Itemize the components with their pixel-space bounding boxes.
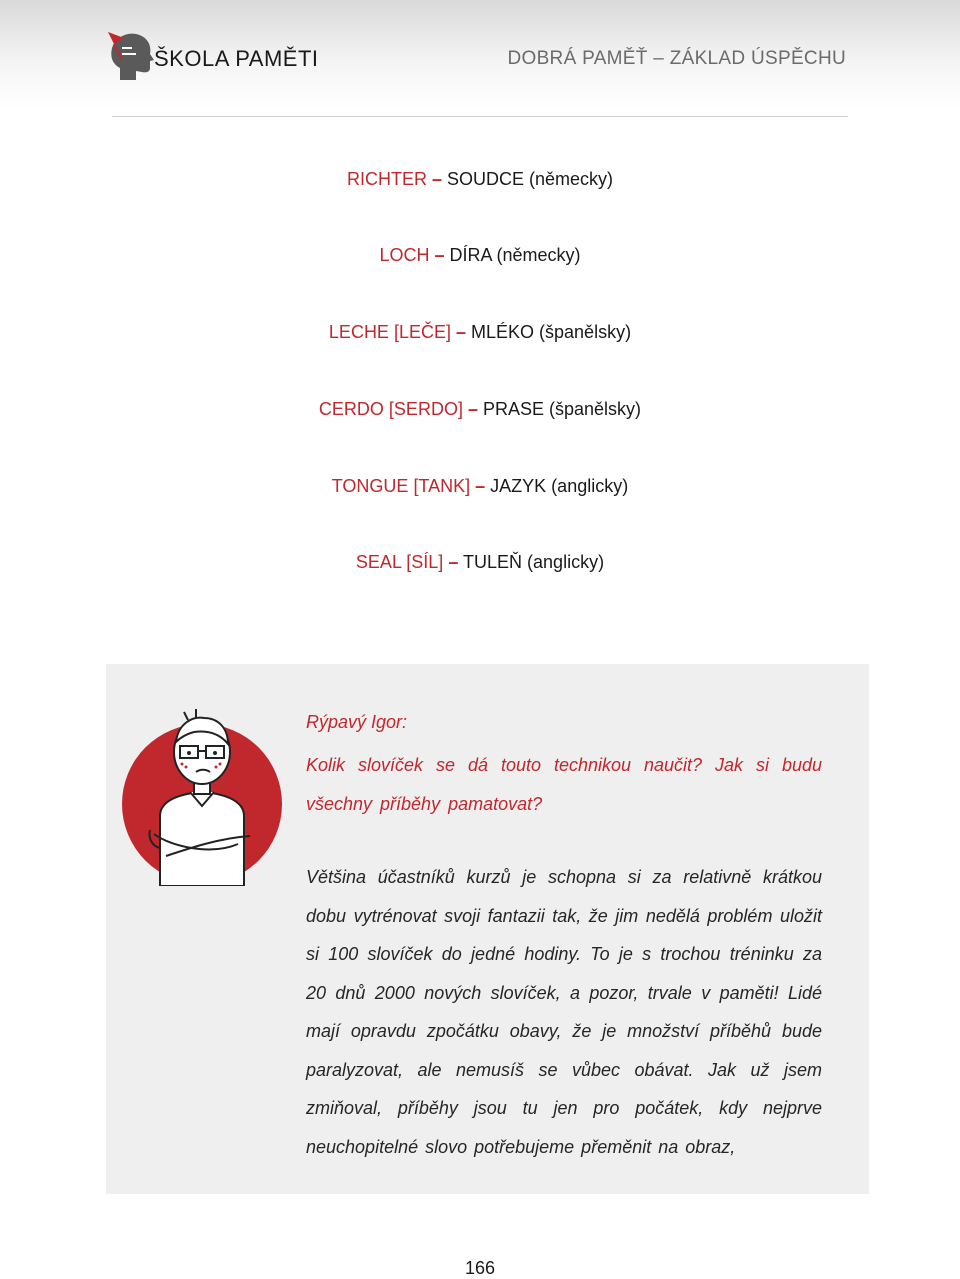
logo-text: ŠKOLA PAMĚTI: [154, 46, 319, 71]
vocab-foreign: SEAL [SÍL]: [355, 552, 444, 572]
page-number: 166: [464, 1258, 496, 1278]
vocab-item: [0, 243, 960, 267]
igor-avatar-icon: [120, 706, 284, 886]
vocab-native: DÍRA (německy): [449, 245, 581, 265]
vocab-native: JAZYK (anglicky): [490, 476, 629, 496]
vocab-item: [0, 397, 960, 421]
vocab-native: SOUDCE (německy): [447, 169, 614, 189]
header-divider: [112, 116, 848, 117]
vocab-item: [0, 474, 960, 498]
vocab-foreign: RICHTER: [346, 169, 427, 189]
vocab-foreign: LOCH: [379, 245, 430, 265]
vocab-native: TULEŇ (anglicky): [463, 552, 605, 572]
vocab-dash: –: [455, 322, 466, 342]
vocab-native: MLÉKO (španělsky): [471, 322, 632, 342]
header-tagline: DOBRÁ PAMĚŤ – ZÁKLAD ÚSPĚCHU: [507, 48, 846, 69]
callout-question: Kolik slovíček se dá touto technikou naučit? Jak si budu všechny příběhy pamatovat?: [306, 755, 822, 814]
vocab-item: [0, 550, 960, 574]
vocab-foreign: TONGUE [TANK]: [331, 476, 471, 496]
vocab-item: [0, 320, 960, 344]
vocab-dash: –: [475, 476, 486, 496]
vocab-dash: –: [448, 552, 459, 572]
callout-speaker: Rýpavý Igor:: [306, 712, 408, 732]
vocab-dash: –: [467, 399, 478, 419]
vocab-item: [0, 167, 960, 191]
vocab-dash: –: [431, 169, 442, 189]
vocab-foreign: LECHE [LEČE]: [328, 322, 451, 342]
callout-answer: Většina účastníků kurzů je schopna si za relativně krátkou dobu vytrénovat svoji fantazii tak, že jim nedělá problém uložit si 100 slovíček do jedné hodiny. To je s trochou tréninku za 20 dnů 2000 nových slovíček, a pozor, trvale v paměti! Lidé mají opravdu zpočátku obavy, že je množství příběhů bude paralyzovat, ale nemusíš se vůbec obávat. Jak už jsem zmiňoval, příběhy jsou tu jen pro počátek, kdy nejprve neuchopitelné slovo potřebujeme přeměnit na obraz,: [306, 867, 822, 1157]
vocab-foreign: CERDO [SERDO]: [318, 399, 463, 419]
vocab-dash: –: [434, 245, 445, 265]
vocab-native: PRASE (španělsky): [483, 399, 642, 419]
